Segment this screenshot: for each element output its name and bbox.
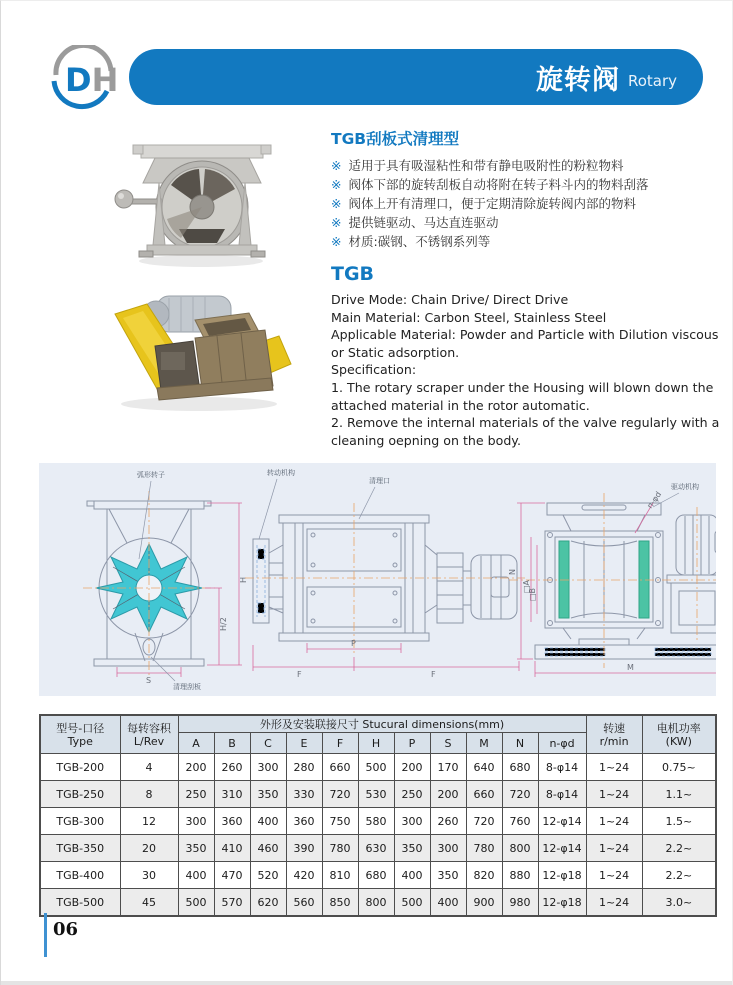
cell-model: TGB-300 [40, 808, 120, 835]
col-dimensions-group: 外形及安装联接尺寸 Stucural dimensions(mm) [178, 715, 586, 733]
cell: 400 [178, 862, 214, 889]
centerlines-middle [245, 503, 525, 653]
cell: 300 [394, 808, 430, 835]
dim-h: H [239, 576, 248, 583]
dimensions-middle [253, 643, 519, 671]
cell: 350 [430, 862, 466, 889]
cell: 390 [286, 835, 322, 862]
cell: 45 [120, 889, 178, 917]
cell-model: TGB-250 [40, 781, 120, 808]
col-b: B [214, 733, 250, 754]
cell: 780 [322, 835, 358, 862]
cell: 12-φ14 [538, 835, 586, 862]
table-row [40, 835, 716, 862]
feature-list [331, 156, 723, 251]
desc-line: 1. The rotary scraper under the Housing will blown down the attached material in the rotor automatic. [331, 379, 714, 413]
cell: 12-φ18 [538, 889, 586, 917]
cell: 410 [214, 835, 250, 862]
chain-guard-detail [257, 545, 265, 617]
page-number: 06 [53, 919, 79, 940]
col-f: F [322, 733, 358, 754]
desc-line: Drive Mode: Chain Drive/ Direct Drive [331, 292, 569, 307]
cell: 800 [502, 835, 538, 862]
cell: 1~24 [586, 889, 642, 917]
header-row-1 [40, 715, 716, 733]
cell: 8-φ14 [538, 754, 586, 781]
cell: 580 [358, 808, 394, 835]
cell: 630 [358, 835, 394, 862]
cell: 1.5~ [642, 808, 716, 835]
dim-s: S [146, 676, 152, 685]
cell: 360 [214, 808, 250, 835]
scraper-label: 清理刮板 [173, 683, 201, 691]
cell: 560 [286, 889, 322, 917]
cell: 300 [430, 835, 466, 862]
cell: 200 [178, 754, 214, 781]
feature-text: 提供链驱动、马达直连驱动 [348, 215, 499, 230]
english-description [331, 291, 723, 449]
table-row [40, 781, 716, 808]
dim-nphid: n-φd [645, 489, 664, 511]
cell: 4 [120, 754, 178, 781]
desc-line: Specification: [331, 362, 417, 378]
rotor-label: 弧形转子 [137, 471, 165, 479]
cell: 680 [502, 754, 538, 781]
logo-letter-d: D [65, 61, 92, 99]
cell: 1~24 [586, 862, 642, 889]
col-h: H [358, 733, 394, 754]
cell: 720 [502, 781, 538, 808]
dim-f-left: F [297, 670, 302, 679]
feature-text: 阀体下部的旋转刮板自动将附在转子料斗内的物料刮落 [348, 177, 649, 192]
cell: 1~24 [586, 754, 642, 781]
cell: 520 [250, 862, 286, 889]
cell: 250 [394, 781, 430, 808]
drive-mech-label: 转动机构 [267, 469, 295, 477]
feature-text: 阀体上开有清理口，便于定期清除旋转阀内部的物料 [348, 196, 636, 211]
feature-item [331, 175, 723, 194]
bullet-mark: ※ [331, 234, 342, 249]
table-row [40, 889, 716, 917]
bullet-mark: ※ [331, 215, 342, 230]
cell: 350 [394, 835, 430, 862]
desc-line: Main Material: Carbon Steel, Stainless Steel [331, 309, 607, 325]
col-type: 型号-口径 Type [40, 715, 120, 754]
col-s: S [430, 733, 466, 754]
cell-model: TGB-350 [40, 835, 120, 862]
cell: 2.2~ [642, 835, 716, 862]
feature-item [331, 232, 723, 251]
cell: 1~24 [586, 835, 642, 862]
feature-text: 适用于具有吸湿粘性和带有静电吸附性的粉粒物料 [348, 158, 624, 173]
bullet-mark: ※ [331, 158, 342, 173]
front-view [535, 503, 716, 659]
cell: 470 [214, 862, 250, 889]
motor-mech-label: 驱动机构 [671, 483, 699, 491]
dim-h2: H/2 [219, 617, 228, 631]
cell: 8-φ14 [538, 781, 586, 808]
cell: 260 [430, 808, 466, 835]
cell: 880 [502, 862, 538, 889]
cell: 780 [466, 835, 502, 862]
logo-letter-h: H [91, 61, 119, 99]
cell-model: TGB-500 [40, 889, 120, 917]
cell: 640 [466, 754, 502, 781]
banner-title-zh: 旋转阀 [535, 64, 620, 96]
product-photo-open-valve [109, 137, 294, 272]
cell: 1.1~ [642, 781, 716, 808]
feature-item [331, 213, 723, 232]
bullet-mark: ※ [331, 177, 342, 192]
technical-drawing-panel [39, 463, 716, 696]
cell: 810 [322, 862, 358, 889]
cell: 12-φ14 [538, 808, 586, 835]
cell: 750 [322, 808, 358, 835]
cell: 12-φ18 [538, 862, 586, 889]
dimension-drawing [39, 463, 716, 696]
col-nphid: n-φd [538, 733, 586, 754]
table-row [40, 754, 716, 781]
cell: 250 [178, 781, 214, 808]
cell: 500 [358, 754, 394, 781]
pagenumber-accent-bar [44, 913, 47, 957]
cell: 30 [120, 862, 178, 889]
cell: 400 [430, 889, 466, 917]
banner-title-en: Rotary [627, 72, 677, 90]
cell: 620 [250, 889, 286, 917]
cell: 500 [178, 889, 214, 917]
product-photos [91, 133, 316, 423]
cell: 3.0~ [642, 889, 716, 917]
cell: 280 [286, 754, 322, 781]
desc-line: 2. Remove the internal materials of the valve regularly with a cleaning oepning on the body. [331, 415, 720, 448]
col-m: M [466, 733, 502, 754]
cell: 170 [430, 754, 466, 781]
intro-section [331, 127, 723, 449]
col-power: 电机功率 (KW) [642, 715, 716, 754]
cell: 12 [120, 808, 178, 835]
cell: 1~24 [586, 781, 642, 808]
centerlines-left [83, 491, 215, 677]
cell: 660 [466, 781, 502, 808]
specification-table [39, 714, 717, 917]
cell: 200 [430, 781, 466, 808]
bullet-mark: ※ [331, 196, 342, 211]
cell: 400 [394, 862, 430, 889]
cell: 20 [120, 835, 178, 862]
cell: 360 [286, 808, 322, 835]
clean-opening-label: 清理口 [369, 477, 390, 485]
cell: 720 [466, 808, 502, 835]
cell: 400 [250, 808, 286, 835]
dim-square-a: □A [522, 579, 531, 593]
cell: 850 [322, 889, 358, 917]
col-e: E [286, 733, 322, 754]
dh-logo [47, 45, 123, 113]
cell: 1~24 [586, 808, 642, 835]
cell: 300 [178, 808, 214, 835]
table-row [40, 808, 716, 835]
cell: 300 [250, 754, 286, 781]
feature-text: 材质:碳钢、不锈钢系列等 [348, 234, 491, 249]
section-banner [129, 49, 703, 105]
dim-square-b: □B [528, 587, 537, 601]
intro-title-zh: TGB刮板式清理型 [331, 130, 460, 148]
cell: 200 [394, 754, 430, 781]
cell: 350 [250, 781, 286, 808]
cell: 820 [466, 862, 502, 889]
col-c: C [250, 733, 286, 754]
dim-n: N [508, 569, 517, 575]
cell: 680 [358, 862, 394, 889]
page-bottom-edge [1, 981, 733, 985]
cell: 2.2~ [642, 862, 716, 889]
cell: 900 [466, 889, 502, 917]
cell: 720 [322, 781, 358, 808]
svg-text:DH [65, 61, 118, 99]
col-volume: 每转容积 L/Rev [120, 715, 178, 754]
col-p: P [394, 733, 430, 754]
cell: 760 [502, 808, 538, 835]
dim-m: M [627, 663, 634, 672]
product-photo-motor-valve [99, 288, 299, 413]
cell: 460 [250, 835, 286, 862]
cell: 980 [502, 889, 538, 917]
col-speed: 转速 r/min [586, 715, 642, 754]
cell: 660 [322, 754, 358, 781]
col-a: A [178, 733, 214, 754]
cell: 800 [358, 889, 394, 917]
base-slots [545, 648, 711, 656]
cell-model: TGB-200 [40, 754, 120, 781]
col-n: N [502, 733, 538, 754]
cell: 420 [286, 862, 322, 889]
feature-item [331, 194, 723, 213]
feature-item [331, 156, 723, 175]
desc-line: Applicable Material: Powder and Particle with Dilution viscous or Static adsorption. [331, 327, 719, 360]
cell: 260 [214, 754, 250, 781]
cell: 500 [394, 889, 430, 917]
cell: 570 [214, 889, 250, 917]
intro-title-en: TGB [331, 263, 375, 285]
cell: 8 [120, 781, 178, 808]
cell-model: TGB-400 [40, 862, 120, 889]
cell: 330 [286, 781, 322, 808]
cell: 350 [178, 835, 214, 862]
dim-f-right: F [431, 670, 436, 679]
cell: 0.75~ [642, 754, 716, 781]
table-row [40, 862, 716, 889]
cell: 530 [358, 781, 394, 808]
dim-p: P [351, 639, 356, 648]
cell: 310 [214, 781, 250, 808]
